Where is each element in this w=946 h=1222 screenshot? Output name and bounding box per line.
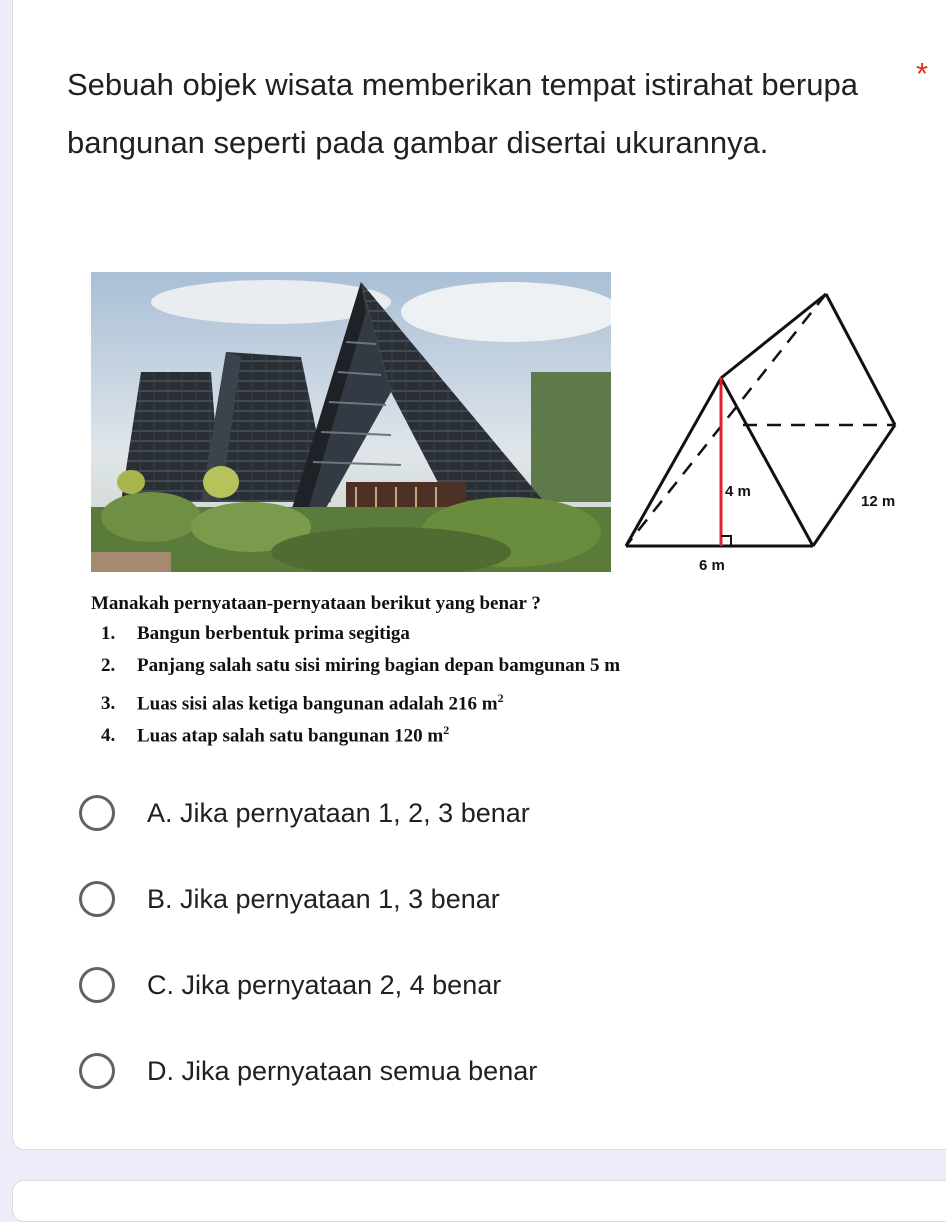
radio-button[interactable]	[79, 795, 115, 831]
radio-button[interactable]	[79, 881, 115, 917]
statement-item: 2. Panjang salah satu sisi miring bagian depan bamgunan 5 m	[101, 655, 621, 676]
bottom-right-edge	[813, 425, 895, 546]
required-marker: *	[916, 56, 929, 91]
radio-button[interactable]	[79, 967, 115, 1003]
statement-item: 3. Luas sisi alas ketiga bangunan adalah 216 $m^2$	[101, 691, 504, 715]
building-photo	[91, 272, 611, 572]
answer-options	[79, 770, 537, 1114]
option-d[interactable]	[79, 1028, 537, 1114]
front-right-edge	[721, 378, 813, 546]
ridge-edge	[721, 294, 826, 378]
front-left-edge	[626, 378, 721, 546]
statement-item: 4. Luas atap salah satu bangunan 120 $m^2$	[101, 723, 450, 747]
base-label: 6 m	[699, 557, 725, 574]
length-label: 12 m	[861, 493, 896, 510]
prism-diagram	[613, 280, 923, 590]
hidden-back-left-edge	[626, 294, 826, 546]
statement-prompt: Manakah pernyataan-pernyataan berikut yang benar ?	[91, 593, 541, 614]
height-label: 4 m	[725, 483, 751, 500]
option-a[interactable]	[79, 770, 537, 856]
statement-item: 1. Bangun berbentuk prima segitiga	[101, 623, 410, 644]
radio-button[interactable]	[79, 1053, 115, 1089]
option-label: B. Jika pernyataan 1, 3 benar	[147, 883, 500, 914]
option-label: A. Jika pernyataan 1, 2, 3 benar	[147, 797, 530, 828]
next-question-card	[12, 1180, 946, 1222]
option-c[interactable]	[79, 942, 537, 1028]
question-card	[12, 0, 946, 1150]
option-label: D. Jika pernyataan semua benar	[147, 1055, 538, 1086]
option-label: C. Jika pernyataan 2, 4 benar	[147, 969, 502, 1000]
back-right-edge	[826, 294, 895, 425]
statement-list	[101, 621, 620, 749]
question-title: Sebuah objek wisata memberikan tempat istirahat berupa bangunan seperti pada gambar disertai ukurannya.	[67, 67, 858, 160]
option-b[interactable]	[79, 856, 537, 942]
